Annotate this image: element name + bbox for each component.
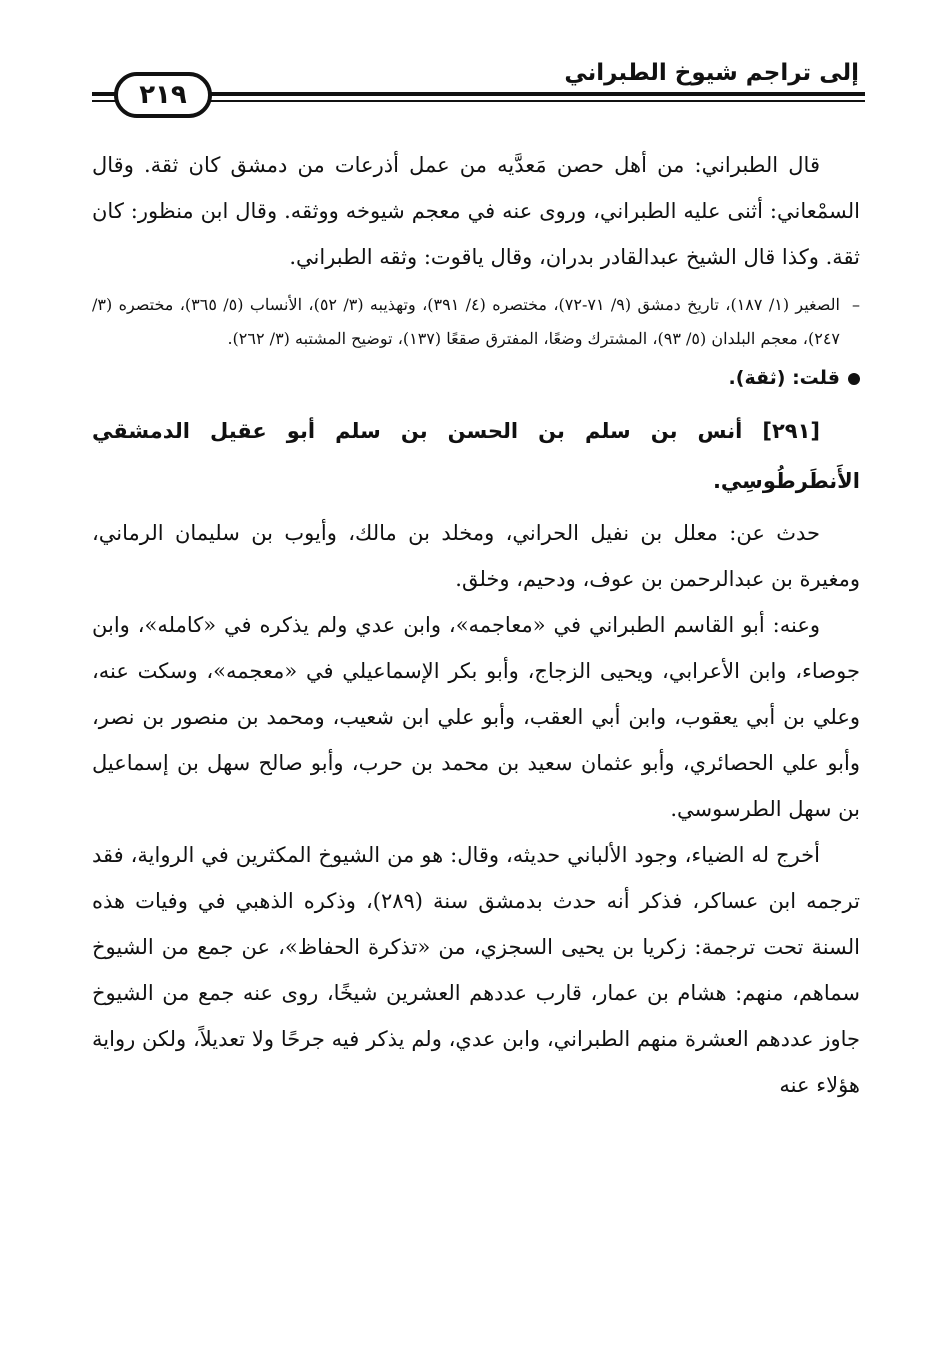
page-number: ٢١٩ (114, 72, 212, 118)
paragraph-narrated-from: حدث عن: معلل بن نفيل الحراني، ومخلد بن مالك، وأيوب بن سليمان الرماني، ومغيرة بن عبدالرحمن بن عوف، ودحيم، وخلق. (92, 521, 860, 591)
page-header (92, 52, 865, 122)
paragraph-grading: أخرج له الضياء، وجود الألباني حديثه، وقال: هو من الشيوخ المكثرين في الرواية، فقد ترجمه ابن عساكر، فذكر أنه حدث بدمشق سنة (٢٨٩)، وذكره الذهبي في وفيات هذه السنة تحت ترجمة: زكريا بن يحيى السجزي، من «تذكرة الحفاظ»، عن جمع من الشيوخ سماهم، منهم: هشام بن عمار، قارب عددهم العشرين شيخًا، روى عنه جمع من الشيوخ جاوز عددهم العشرة منهم الطبراني، وابن عدي، ولم يذكر فيه جرحًا ولا تعديلاً، ولكن رواية هؤلاء عنه (92, 843, 861, 1097)
references-text: الصغير (١/ ١٨٧)، تاريخ دمشق (٩/ ٧١-٧٢)، مختصره (٤/ ٣٩١)، وتهذيبه (٣/ ٥٢)، الأنساب (٥/ ٣٦٥)، مختصره (٣/ ٢٤٧)، معجم البلدان (٥/ ٩٣)، المشترك وضعًا، المفترق صقعًا (١٣٧)، توضيح المشتبه (٣/ ٢٦٢). (92, 295, 840, 348)
verdict-line (92, 356, 860, 400)
references-dash: – (852, 295, 860, 314)
verdict-text: قلت: (ثقة). (728, 367, 840, 389)
bullet-icon (848, 373, 860, 385)
references-footnote (92, 288, 860, 356)
entry-heading: [٢٩١] أنس بن سلم بن الحسن بن سلم أبو عقيل الدمشقي الأَنطَرطُوسِي. (92, 419, 860, 493)
paragraph-tabarani-quote: قال الطبراني: من أهل حصن مَعدَّيه من عمل أذرعات من دمشق كان ثقة. وقال السمْعاني: أثنى عليه الطبراني، وروى عنه في معجم شيوخه ووثقه. وقال ابن منظور: كان ثقة. وكذا قال الشيخ عبدالقادر بدران، وقال ياقوت: وثقه الطبراني. (92, 153, 860, 269)
page-body (92, 142, 860, 1108)
paragraph-narrators: وعنه: أبو القاسم الطبراني في «معاجمه»، وابن عدي ولم يذكره في «كامله»، وابن جوصاء، وابن الأعرابي، ويحيى الزجاج، وأبو بكر الإسماعيلي في «معجمه»، وسكت عنه، وعلي بن أبي يعقوب، وابن أبي العقب، وأبو علي ابن شعيب، ومحمد بن منصور بن نصر، وأبو علي الحصائري، وأبو عثمان سعيد بن محمد بن حرب، وأبو صالح سهل بن إسماعيل بن سهل الطرسوسي. (92, 613, 860, 821)
running-title: إلى تراجم شيوخ الطبراني (564, 60, 859, 86)
